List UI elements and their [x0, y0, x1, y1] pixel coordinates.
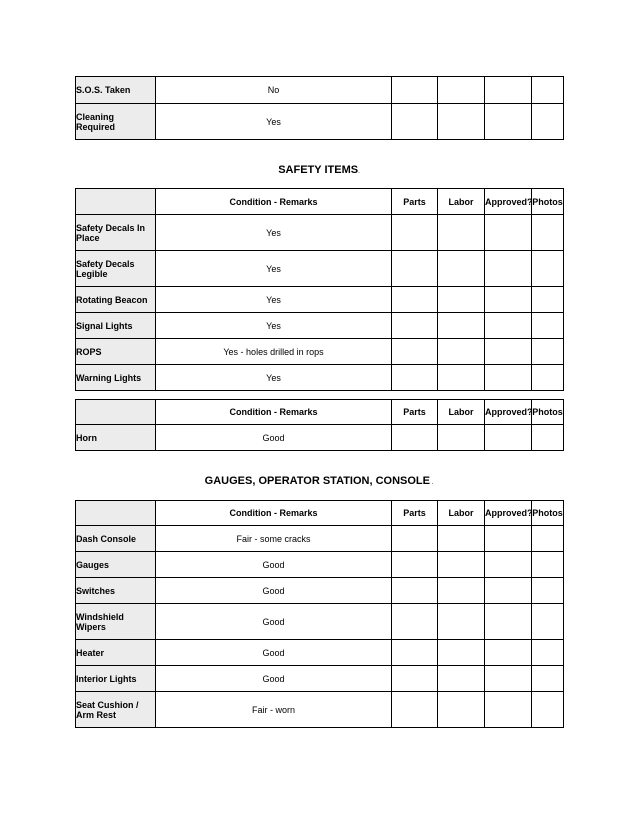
labor-cell — [438, 313, 485, 339]
labor-cell — [438, 640, 485, 666]
item-label: Switches — [76, 578, 156, 604]
item-label: Safety Decals In Place — [76, 215, 156, 251]
item-label: Gauges — [76, 552, 156, 578]
labor-cell — [438, 526, 485, 552]
photos-cell — [532, 526, 564, 552]
approved-cell — [485, 692, 532, 728]
condition-cell: Good — [156, 640, 392, 666]
parts-cell — [392, 77, 438, 104]
condition-header: Condition - Remarks — [156, 189, 392, 215]
labor-cell — [438, 552, 485, 578]
item-label: Dash Console — [76, 526, 156, 552]
parts-cell — [392, 339, 438, 365]
photos-header: Photos — [532, 501, 564, 526]
top-table — [75, 76, 564, 140]
labor-cell — [438, 77, 485, 104]
item-label: Safety Decals Legible — [76, 251, 156, 287]
condition-header: Condition - Remarks — [156, 400, 392, 425]
parts-header: Parts — [392, 189, 438, 215]
approved-cell — [485, 604, 532, 640]
condition-cell: Good — [156, 604, 392, 640]
gauges-section-title: GAUGES, OPERATOR STATION, CONSOLE . — [204, 475, 434, 487]
condition-cell: No — [156, 77, 392, 104]
item-label: Rotating Beacon — [76, 287, 156, 313]
photos-header: Photos — [532, 400, 564, 425]
parts-cell — [392, 604, 438, 640]
table-row — [76, 365, 564, 391]
labor-cell — [438, 425, 485, 451]
condition-cell: Fair - worn — [156, 692, 392, 728]
photos-cell — [532, 692, 564, 728]
photos-cell — [532, 313, 564, 339]
parts-cell — [392, 365, 438, 391]
item-label: Cleaning Required — [76, 104, 156, 140]
table-row — [76, 578, 564, 604]
labor-cell — [438, 251, 485, 287]
labor-cell — [438, 104, 485, 140]
photos-cell — [532, 77, 564, 104]
parts-cell — [392, 104, 438, 140]
photos-cell — [532, 365, 564, 391]
table-row — [76, 104, 564, 140]
labor-header: Labor — [438, 189, 485, 215]
labor-cell — [438, 666, 485, 692]
condition-cell: Yes — [156, 251, 392, 287]
condition-cell: Yes — [156, 365, 392, 391]
table-row — [76, 604, 564, 640]
safety-section-title: SAFETY ITEMS. — [278, 164, 360, 176]
condition-cell: Good — [156, 552, 392, 578]
parts-cell — [392, 692, 438, 728]
approved-cell — [485, 640, 532, 666]
condition-cell: Good — [156, 578, 392, 604]
labor-cell — [438, 287, 485, 313]
parts-cell — [392, 313, 438, 339]
item-header — [76, 400, 156, 425]
approved-cell — [485, 251, 532, 287]
approved-cell — [485, 365, 532, 391]
table-row — [76, 313, 564, 339]
condition-cell: Yes - holes drilled in rops — [156, 339, 392, 365]
condition-cell: Yes — [156, 104, 392, 140]
approved-cell — [485, 313, 532, 339]
photos-cell — [532, 552, 564, 578]
approved-header: Approved? — [485, 501, 532, 526]
table-row — [76, 552, 564, 578]
parts-cell — [392, 251, 438, 287]
item-label: ROPS — [76, 339, 156, 365]
gauges-table — [75, 500, 564, 728]
table-row — [76, 692, 564, 728]
table-row — [76, 77, 564, 104]
condition-header: Condition - Remarks — [156, 501, 392, 526]
table-row — [76, 526, 564, 552]
approved-cell — [485, 215, 532, 251]
table-row — [76, 640, 564, 666]
photos-cell — [532, 251, 564, 287]
approved-header: Approved? — [485, 189, 532, 215]
approved-cell — [485, 339, 532, 365]
approved-cell — [485, 666, 532, 692]
condition-cell: Yes — [156, 313, 392, 339]
approved-cell — [485, 552, 532, 578]
photos-cell — [532, 287, 564, 313]
photos-cell — [532, 215, 564, 251]
item-label: Horn — [76, 425, 156, 451]
header-row — [76, 189, 564, 215]
condition-cell: Good — [156, 666, 392, 692]
approved-cell — [485, 526, 532, 552]
photos-cell — [532, 104, 564, 140]
approved-cell — [485, 77, 532, 104]
parts-cell — [392, 287, 438, 313]
item-header — [76, 189, 156, 215]
item-label: Signal Lights — [76, 313, 156, 339]
approved-cell — [485, 425, 532, 451]
photos-cell — [532, 339, 564, 365]
horn-table — [75, 399, 564, 451]
labor-header: Labor — [438, 400, 485, 425]
item-label: S.O.S. Taken — [76, 77, 156, 104]
labor-cell — [438, 365, 485, 391]
parts-header: Parts — [392, 400, 438, 425]
approved-cell — [485, 104, 532, 140]
photos-cell — [532, 604, 564, 640]
item-label: Heater — [76, 640, 156, 666]
condition-cell: Fair - some cracks — [156, 526, 392, 552]
header-row — [76, 400, 564, 425]
labor-cell — [438, 604, 485, 640]
condition-cell: Good — [156, 425, 392, 451]
labor-cell — [438, 215, 485, 251]
parts-cell — [392, 425, 438, 451]
labor-header: Labor — [438, 501, 485, 526]
item-label: Warning Lights — [76, 365, 156, 391]
header-row — [76, 501, 564, 526]
approved-cell — [485, 578, 532, 604]
parts-cell — [392, 666, 438, 692]
labor-cell — [438, 339, 485, 365]
labor-cell — [438, 692, 485, 728]
photos-cell — [532, 640, 564, 666]
table-row — [76, 215, 564, 251]
parts-cell — [392, 526, 438, 552]
parts-header: Parts — [392, 501, 438, 526]
item-label: Windshield Wipers — [76, 604, 156, 640]
parts-cell — [392, 640, 438, 666]
condition-cell: Yes — [156, 215, 392, 251]
approved-cell — [485, 287, 532, 313]
table-row — [76, 251, 564, 287]
labor-cell — [438, 578, 485, 604]
photos-header: Photos — [532, 189, 564, 215]
condition-cell: Yes — [156, 287, 392, 313]
table-row — [76, 666, 564, 692]
item-header — [76, 501, 156, 526]
table-row — [76, 425, 564, 451]
parts-cell — [392, 578, 438, 604]
parts-cell — [392, 215, 438, 251]
parts-cell — [392, 552, 438, 578]
photos-cell — [532, 425, 564, 451]
photos-cell — [532, 578, 564, 604]
item-label: Interior Lights — [76, 666, 156, 692]
item-label: Seat Cushion / Arm Rest — [76, 692, 156, 728]
photos-cell — [532, 666, 564, 692]
safety-table — [75, 188, 564, 391]
approved-header: Approved? — [485, 400, 532, 425]
table-row — [76, 339, 564, 365]
table-row — [76, 287, 564, 313]
